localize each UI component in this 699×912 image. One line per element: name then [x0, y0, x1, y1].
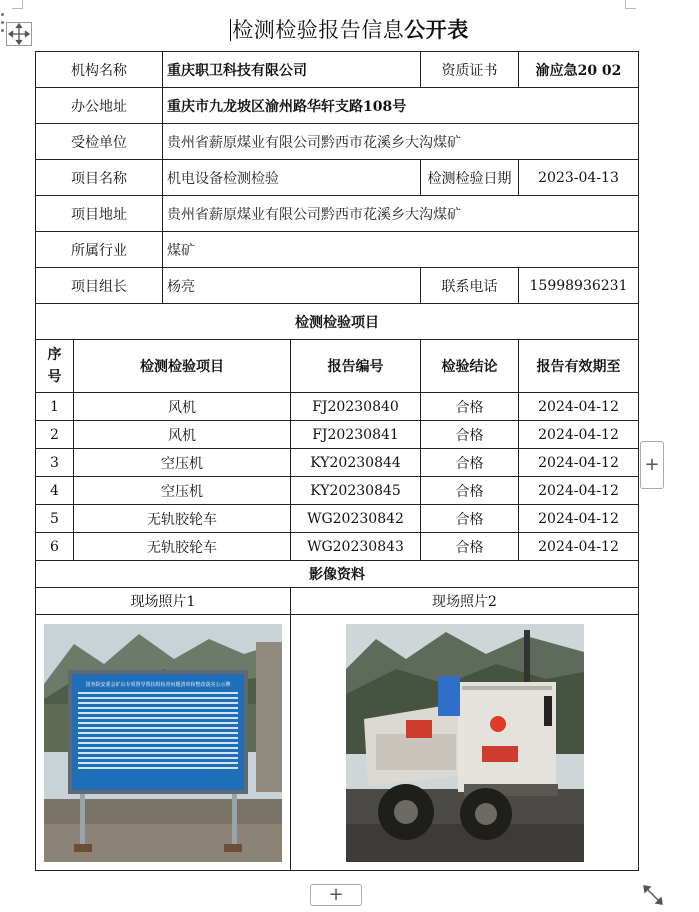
- row-index: 4: [36, 477, 74, 505]
- images-section-title: 影像资料: [36, 561, 639, 588]
- phone-label: 联系电话: [421, 268, 519, 304]
- page-corner-mark: [12, 0, 23, 9]
- cert-label: 资质证书: [421, 52, 519, 88]
- leader-label: 项目组长: [36, 268, 163, 304]
- site-value[interactable]: 贵州省薪原煤业有限公司黔西市花溪乡大沟煤矿: [163, 196, 639, 232]
- row-item[interactable]: 风机: [74, 393, 291, 421]
- row-report-no[interactable]: WG20230842: [291, 505, 421, 533]
- row-report-no[interactable]: KY20230845: [291, 477, 421, 505]
- table-row: [36, 533, 639, 561]
- title-bold: 公开表: [404, 17, 469, 42]
- row-index: 5: [36, 505, 74, 533]
- row-valid-until[interactable]: 2024-04-12: [519, 449, 639, 477]
- resize-icon: [640, 882, 666, 908]
- title-regular: 检测检验报告信息: [232, 18, 405, 42]
- page-corner-mark: [625, 0, 636, 9]
- row-index: 3: [36, 449, 74, 477]
- industry-value[interactable]: 煤矿: [163, 232, 639, 268]
- date-label: 检测检验日期: [421, 160, 519, 196]
- row-conclusion[interactable]: 合格: [421, 533, 519, 561]
- photo2-label: 现场照片2: [291, 588, 639, 615]
- table-row: [36, 393, 639, 421]
- industry-label: 所属行业: [36, 232, 163, 268]
- row-conclusion[interactable]: 合格: [421, 421, 519, 449]
- header-conclusion: 检验结论: [421, 340, 519, 393]
- row-report-no[interactable]: FJ20230841: [291, 421, 421, 449]
- site-photo-2[interactable]: [346, 624, 584, 862]
- org-name-value[interactable]: 重庆职卫科技有限公司: [163, 52, 421, 88]
- table-row: [36, 477, 639, 505]
- row-item[interactable]: 空压机: [74, 477, 291, 505]
- row-index: 6: [36, 533, 74, 561]
- client-label: 受检单位: [36, 124, 163, 160]
- add-row-button[interactable]: +: [310, 884, 362, 906]
- project-value[interactable]: 机电设备检测检验: [163, 160, 421, 196]
- address-value[interactable]: 重庆市九龙坡区渝州路华轩支路108号: [163, 88, 639, 124]
- row-conclusion[interactable]: 合格: [421, 477, 519, 505]
- org-name-label: 机构名称: [36, 52, 163, 88]
- phone-value[interactable]: 15998936231: [519, 268, 639, 304]
- site-photo-1[interactable]: [44, 624, 282, 862]
- row-report-no[interactable]: WG20230843: [291, 533, 421, 561]
- project-label: 项目名称: [36, 160, 163, 196]
- row-valid-until[interactable]: 2024-04-12: [519, 393, 639, 421]
- header-report-no: 报告编号: [291, 340, 421, 393]
- table-row: [36, 421, 639, 449]
- row-valid-until[interactable]: 2024-04-12: [519, 533, 639, 561]
- page-title: [0, 14, 699, 44]
- leader-value[interactable]: 杨亮: [163, 268, 421, 304]
- row-conclusion[interactable]: 合格: [421, 505, 519, 533]
- date-value[interactable]: 2023-04-13: [519, 160, 639, 196]
- add-column-button[interactable]: +: [640, 441, 664, 489]
- site-label: 项目地址: [36, 196, 163, 232]
- row-report-no[interactable]: FJ20230840: [291, 393, 421, 421]
- board-title-text: 国务院安委会矿山专项督导帮扶组检查问题清单和整改落实公示牌: [85, 681, 231, 688]
- address-label: 办公地址: [36, 88, 163, 124]
- table-row: [36, 449, 639, 477]
- header-valid-until: 报告有效期至: [519, 340, 639, 393]
- row-item[interactable]: 空压机: [74, 449, 291, 477]
- photo1-cell: [36, 615, 291, 871]
- photo1-label: 现场照片1: [36, 588, 291, 615]
- header-index: 序号: [36, 340, 74, 393]
- client-value[interactable]: 贵州省薪原煤业有限公司黔西市花溪乡大沟煤矿: [163, 124, 639, 160]
- row-item[interactable]: 无轨胶轮车: [74, 533, 291, 561]
- table-resize-handle[interactable]: [640, 882, 666, 908]
- row-item[interactable]: 风机: [74, 421, 291, 449]
- items-section-title: 检测检验项目: [36, 304, 639, 340]
- row-valid-until[interactable]: 2024-04-12: [519, 505, 639, 533]
- row-item[interactable]: 无轨胶轮车: [74, 505, 291, 533]
- row-index: 2: [36, 421, 74, 449]
- cert-value[interactable]: 渝应急20 02: [519, 52, 639, 88]
- report-table: [35, 51, 639, 871]
- row-index: 1: [36, 393, 74, 421]
- row-valid-until[interactable]: 2024-04-12: [519, 477, 639, 505]
- row-conclusion[interactable]: 合格: [421, 449, 519, 477]
- row-report-no[interactable]: KY20230844: [291, 449, 421, 477]
- table-row: [36, 505, 639, 533]
- row-conclusion[interactable]: 合格: [421, 393, 519, 421]
- header-item: 检测检验项目: [74, 340, 291, 393]
- photo2-cell: [291, 615, 639, 871]
- row-valid-until[interactable]: 2024-04-12: [519, 421, 639, 449]
